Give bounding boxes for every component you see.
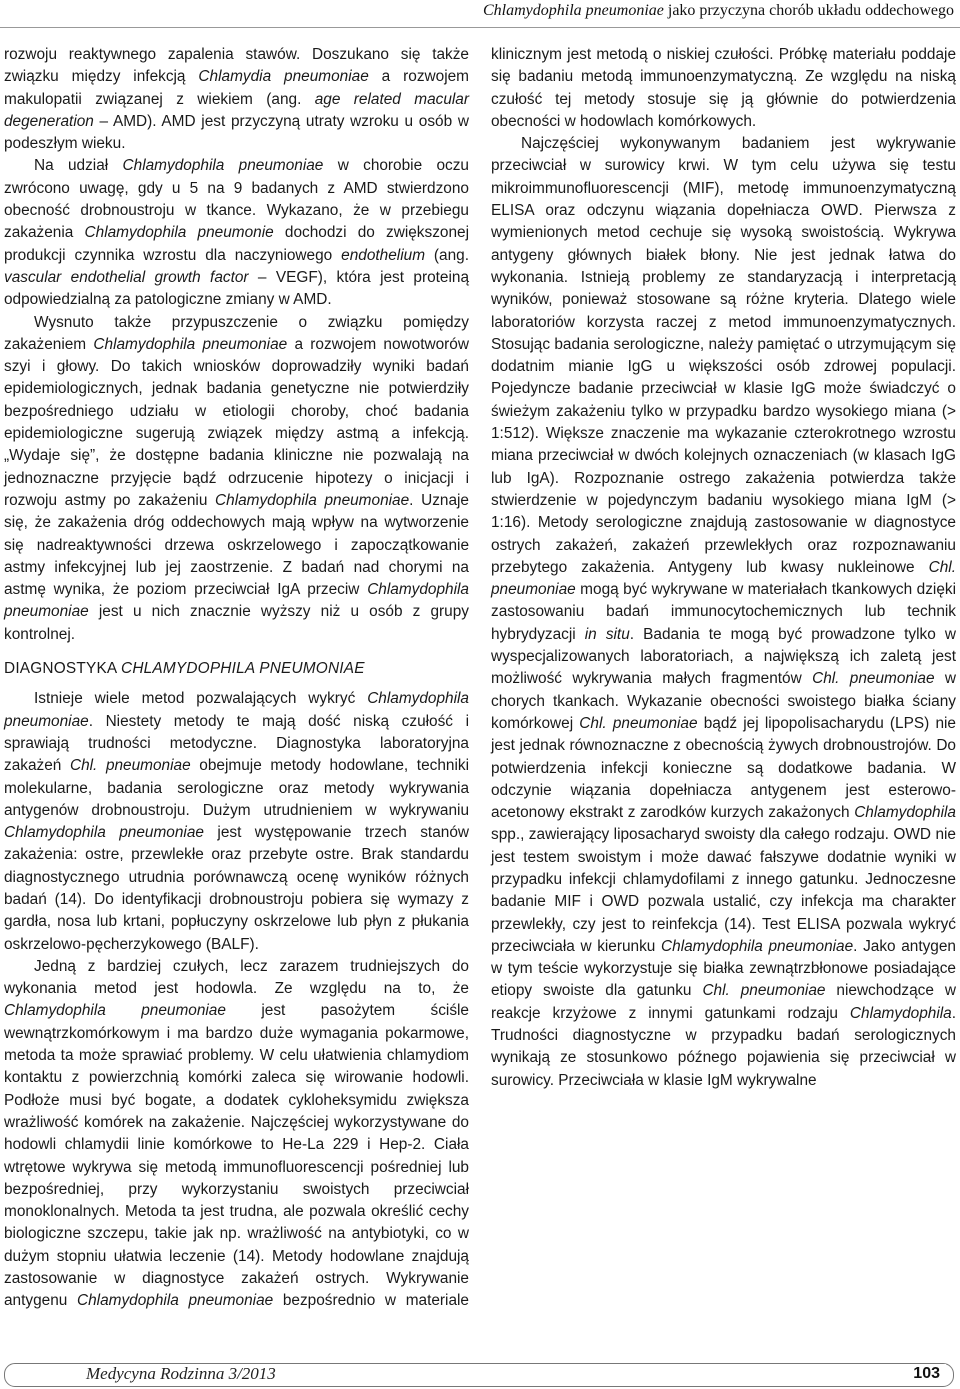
italic-term: Chlamydophila bbox=[849, 1004, 952, 1022]
running-header bbox=[0, 0, 954, 22]
paragraph: Wysnuto także przypuszczenie o związku pomiędzy zakażeniem Chlamydophila pneumoniae a rozwojem nowotworów szyi i głowy. Do takich wniosków doprowadziły wyniki badań epidemiologicznych, jednak badania genetyczne nie potwierdziły bezpośredniego udziału w etiologii choroby, choć badania epidemiologiczne sugerują związek między astmą a infekcją. „Wydaje się”, że dostępne badania kliniczne nie pozwalają na jednoznaczne przyjęcie bądź odrzucenie hipotezy o inicjacji i rozwoju astmy po zakażeniu Chlamydophila pneumoniae. Uznaje się, że zakażenia dróg oddechowych mają wpływ na wytworzenie się nadreaktywności drzewa oskrzelowego i zapoczątkowanie astmy infekcyjnej lub jej zaostrzenie. Z badań nad chorymi na astmę wynika, że poziom przeciwciał IgA przeciw Chlamydophila pneumoniae jest u nich znacznie wyższy niż u osób z grupy kontrolnej. bbox=[4, 313, 469, 643]
italic-term: Chl. pneumoniae bbox=[812, 670, 935, 688]
italic-term: age related macular degeneration bbox=[4, 90, 469, 130]
italic-term: Chl. pneumoniae bbox=[491, 558, 956, 599]
paragraph: Najczęściej wykonywanym badaniem jest wykrywanie przeciwciał w surowicy krwi. W tym celu używa się testu mikroimmunofluorescencji (MIF), metodę immunoenzymatyczną ELISA oraz odczynu wiązania dopełniacza OWD. Pierwsza z wymienionych metod cechuje się wysoką swoistością. Wykrywa antygeny głównych białek błony. Nie jest jednak łatwa do wykonania. Istnieją problemy ze standaryzacją i interpretacją wyników, ponieważ stosowane są różne kryteria. Dlatego wiele laboratoriów korzysta raczej z metod immunoenzymatycznych. Stosując badania serologiczne, należy pamiętać o utrzymującym się dodatnim mianie IgG u większości osób zdrowej populacji. Pojedyncze badanie przeciwciał w klasie IgG może świadczyć o świeżym zakażeniu tylko w przypadku bardzo wysokiego miana (> 1:512). Większe znaczenie ma wykazanie czterokrotnego wzrostu miana przeciwciał w dwóch kolejnych oznaczeniach (w klasach IgG lub IgA). Rozpoznanie ostrego zakażenia potwierdza także stwierdzenie w pojedynczym badaniu wysokiego miana IgM (> 1:16). Metody serologiczne znajdują zastosowanie w diagnostyce ostrych zakażeń, zakażeń przewlekłych oraz rozpoznawaniu przebytego zakażenia. Antygeny lub kwasy nukleinowe Chl. pneumoniae mogą być wykrywane w materiałach tkankowych dzięki zastosowaniu badań immunocytochemicznych lub technik hybrydyzacji in situ. Badania te mogą być prowadzone tylko w wyspecjalizowanych laboratoriach, a największą ich zaletą jest możliwość wykrywania małych fragmentów Chl. pneumoniae w chorych tkankach. Wykazanie obecności swoistego białka ściany komórkowej Chl. pneumoniae bądź jej lipopolisacharydu (LPS) nie jest jednak równoznaczne z obecnością żywych drobnoustrojów. Do potwierdzenia infekcji konieczne są dodatkowe badania. W odczynie wiązania dopełniacza antygenem jest esterowo-acetonowy ekstrakt z zarodków kurzych zakażonych Chlamydophila spp., zawierający liposacharyd swoisty dla całego rodzaju. OWD nie jest testem swoistym i może dawać fałszywe dodatnie wyniki w przypadku infekcji chlamydofilami z innego gatunku. Jednoczesne badanie MIF i OWD pozwala ustalić, czy infekcja ma charakter przewlekły, czy jest to reinfekcja (14). Test ELISA pozwala wykryć przeciwciała w kierunku Chlamydophila pneumoniae. Jako antygen w tym teście wykorzystuje się białka zewnątrzbłonowe posiadające etiopy swoiste dla gatunku Chl. pneumoniae niewchodzące w reakcje krzyżowe z innymi gatunkami rodzaju Chlamydophila. Trudności diagnostyczne w przypadku badań serologicznych wynikają ze stosunkowo późnego pojawienia się przeciwciał w surowicy. Przeciwciała w klasie IgM wykrywalne bbox=[491, 135, 956, 1089]
page-footer bbox=[0, 1355, 960, 1389]
italic-term: in situ bbox=[584, 625, 630, 643]
italic-term: Chlamydophila pneumoniae bbox=[661, 937, 854, 955]
italic-term: Chlamydophila pneumoniae bbox=[93, 335, 288, 353]
running-header-rest: jako przyczyna chorób układu oddechowego bbox=[663, 2, 954, 19]
italic-term: Chlamydophila pneumoniae bbox=[4, 1002, 226, 1020]
running-header-italic: Chlamydophila pneumoniae bbox=[483, 2, 664, 19]
header-rule bbox=[0, 27, 960, 28]
italic-term: Chlamydophila pneumoniae bbox=[4, 690, 469, 730]
paragraph: rozwoju reaktywnego zapalenia stawów. Doszukano się także związku między infekcją Chlamydia pneumoniae a rozwojem makulopatii związanej z wiekiem (ang. age related macular degeneration – AMD). AMD jest przyczyną utraty wzroku u osób w podeszłym wieku. bbox=[4, 46, 470, 153]
italic-term: Chlamydophila pneumoniae bbox=[4, 824, 204, 842]
italic-term: endothelium bbox=[341, 246, 426, 264]
italic-term: vascular endothelial growth factor bbox=[4, 268, 249, 286]
paragraph: Na udział Chlamydophila pneumoniae w chorobie oczu zwrócono uwagę, gdy u 5 na 9 badanych z AMD stwierdzono obecność drobnoustroju w tkance. Wykazano, że w przebiegu zakażenia Chlamydophila pneumonie dochodzi do zwiększonej produkcji czynnika wzrostu dla naczyniowego endothelium (ang. vascular endothelial growth factor – VEGF), która jest proteiną odpowiedzialną za patologiczne zmiany w AMD. bbox=[4, 157, 470, 309]
italic-term: Chl. pneumoniae bbox=[69, 757, 191, 775]
italic-term: Chlamydophila bbox=[854, 804, 956, 822]
italic-term: Chlamydophila pneumoniae bbox=[215, 491, 410, 509]
italic-term: Chlamydophila pneumoniae bbox=[77, 1292, 274, 1310]
italic-term: Chlamydophila pneumoniae bbox=[4, 581, 469, 621]
italic-term: Chlamydophila pneumoniae bbox=[122, 157, 324, 175]
paragraph: Jedną z bardziej czułych, lecz zarazem trudniejszych do wykonania metod jest hodowla. Ze względu na to, że Chlamydophila pneumoniae jest pasożytem ściśle wewnątrzkomórkowym i ma bardzo duże wymagania pokarmowe, metoda ta może sprawiać problemy. W celu ułatwienia chlamydiom kontaktu z powierzchnią komórki zaleca się wirowanie hodowli. Podłoże musi być bogate, a dodatek cykloheksymidu zwiększa wrażliwość komórek na zakażenie. Najczęściej wykorzystywane do hodowli chlamydii linie komórkowe to He-La 229 i Hep-2. Ciała wtrętowe wykrywa się metodą immunofluorescencji pośredniej lub bezpośredniej, przy wykorzystaniu swoistych przeciwciał monoklonalnych. Metoda ta jest trudna, ale pozwala określić cechy biologiczne szczepu, takie jak np. wrażliwość na antybiotyki, co w dużym stopniu ułatwia leczenie (14). Metody hodowlane znajdują zastosowanie w diagnostyce zakażeń ostrych. Wykrywanie antygenu Chlamydophila pneumoniae bezpośrednio w materiale klinicznym jest metodą o niskiej czułości. Próbkę materiału poddaje się badaniu metodą immunoenzymatyczną. Ze względu na niską czułość tej metody stosuje się ją głównie do potwierdzenia obecności w hodowlach komórkowych. bbox=[4, 46, 956, 1310]
italic-term: Chlamydia pneumoniae bbox=[198, 68, 369, 86]
italic-term: CHLAMYDOPHILA PNEUMONIAE bbox=[121, 660, 365, 678]
section-heading: DIAGNOSTYKA CHLAMYDOPHILA PNEUMONIAE bbox=[4, 660, 365, 678]
footer-journal-name: Medycyna Rodzinna 3/2013 bbox=[80, 1364, 282, 1384]
article-body bbox=[4, 44, 956, 1319]
italic-term: Chl. pneumoniae bbox=[579, 714, 698, 732]
page-number: 103 bbox=[907, 1364, 946, 1384]
paragraph: Istnieje wiele metod pozwalających wykryć Chlamydophila pneumoniae. Niestety metody te mają dość niską czułość i sprawiają trudności metodyczne. Diagnostyka laboratoryjna zakażeń Chl. pneumoniae obejmuje metody hodowlane, techniki molekularne, badania serologiczne oraz metody wykrywania antygenów drobnoustroju. Dużym utrudnieniem w wykrywaniu Chlamydophila pneumoniae jest występowanie trzech stanów zakażenia: ostre, przewlekłe oraz przebyte ostre. Brak standardu diagnostycznego utrudnia porównawczą ocenę wyników różnych badań (14). Do identyfikacji drobnoustroju pobiera się wymazy z gardła, nosa lub krtani, popłuczyny oskrzelowe lub płyn z płukania oskrzelowo-pęcherzykowego (BALF). bbox=[4, 690, 469, 953]
italic-term: Chlamydophila pneumonie bbox=[84, 224, 274, 242]
italic-term: Chl. pneumoniae bbox=[702, 982, 826, 1000]
